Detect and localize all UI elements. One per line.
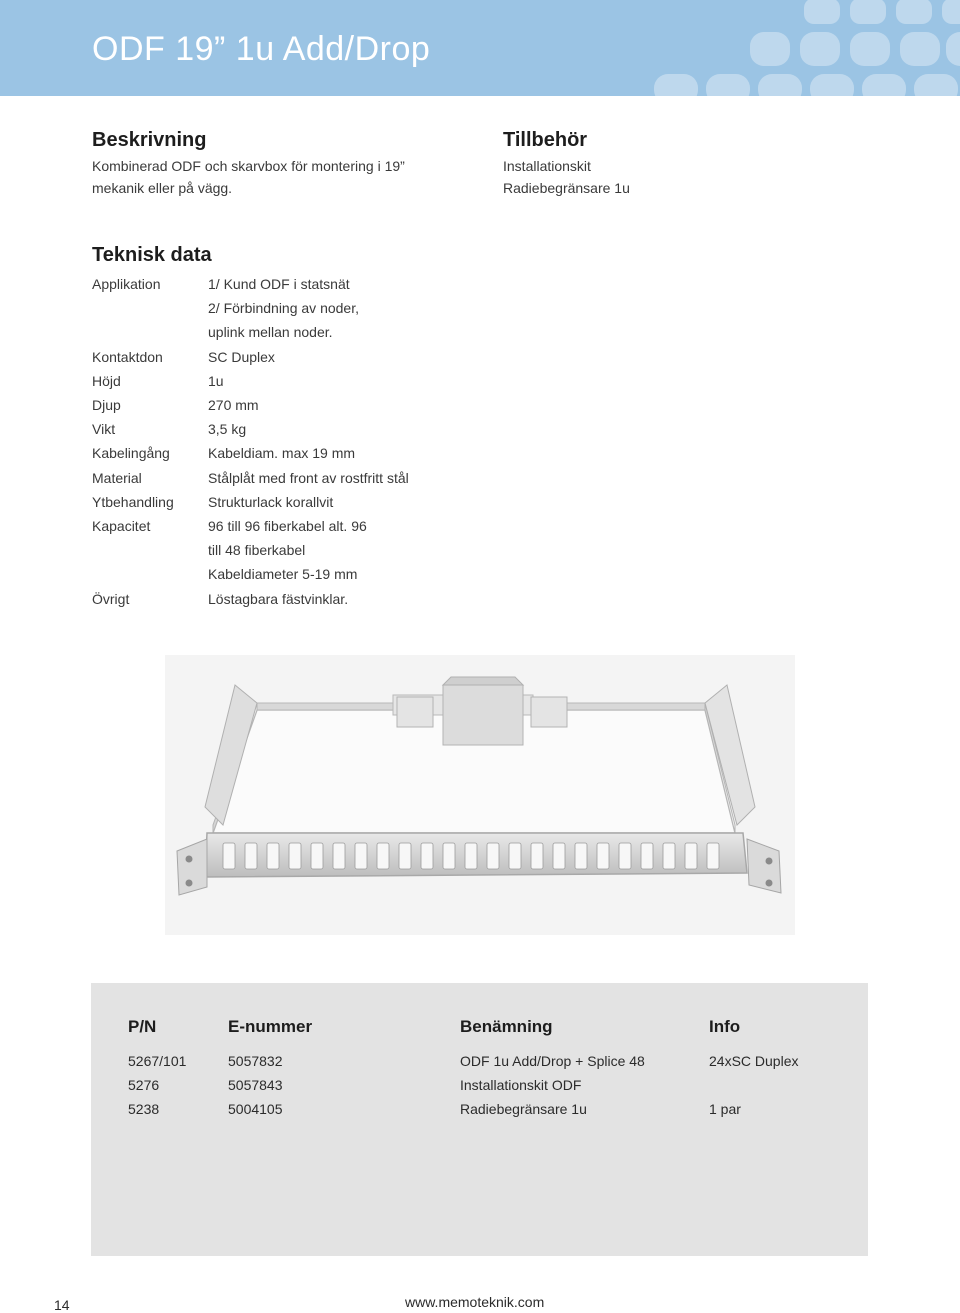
page-title: ODF 19” 1u Add/Drop	[92, 30, 431, 68]
spec-row	[92, 393, 409, 417]
spec-value: 270 mm	[208, 397, 259, 414]
table-cell: 5238	[128, 1101, 160, 1117]
spec-row	[92, 514, 409, 587]
spec-label: Ytbehandling	[92, 493, 174, 510]
spec-label: Kabelingång	[92, 445, 170, 462]
spec-row	[92, 466, 409, 490]
page-number: 14	[54, 1297, 70, 1313]
spec-label: Applikation	[92, 276, 161, 292]
spec-row	[92, 272, 409, 345]
spec-label: Kapacitet	[92, 518, 151, 535]
odf-tray-illustration	[165, 655, 795, 935]
spec-label: Övrigt	[92, 590, 130, 607]
column-header-pn: P/N	[128, 1017, 157, 1036]
spec-value: SC Duplex	[208, 348, 275, 365]
beskrivning-line: Kombinerad ODF och skarvbox för montering i 19”	[92, 158, 405, 174]
spec-label: Material	[92, 469, 142, 486]
spec-label: Höjd	[92, 372, 121, 389]
table-cell: Installationskit ODF	[460, 1077, 582, 1093]
table-cell: ODF 1u Add/Drop + Splice 48	[460, 1053, 645, 1069]
website-link[interactable]: www.memoteknik.com	[405, 1294, 545, 1310]
table-cell: 5276	[128, 1077, 160, 1093]
spec-row	[92, 441, 409, 465]
spec-value: 1/ Kund ODF i statsnät 2/ Förbindning av noder, uplink mellan noder.	[208, 276, 359, 341]
beskrivning-line: mekanik eller på vägg.	[92, 180, 233, 196]
column-header-enummer: E-nummer	[228, 1017, 313, 1036]
column-header-benamning: Benämning	[460, 1017, 553, 1036]
teknisk-heading: Teknisk data	[92, 244, 212, 266]
table-cell: 1 par	[709, 1101, 741, 1117]
spec-row	[92, 490, 409, 514]
decorative-pattern	[650, 0, 960, 96]
spec-value: Kabeldiam. max 19 mm	[208, 445, 356, 462]
tillbehor-item: Installationskit	[503, 158, 591, 174]
table-cell: Radiebegränsare 1u	[460, 1101, 587, 1117]
spec-value: Stålplåt med front av rostfritt stål	[208, 469, 409, 486]
spec-value: Löstagbara fästvinklar.	[208, 590, 349, 607]
column-header-info: Info	[709, 1017, 741, 1036]
spec-row	[92, 345, 409, 369]
spec-value: 1u	[208, 372, 224, 389]
beskrivning-heading: Beskrivning	[92, 129, 207, 151]
spec-value: Strukturlack korallvit	[208, 493, 334, 510]
spec-row	[92, 587, 409, 611]
spec-label: Djup	[92, 397, 121, 414]
spec-row	[92, 417, 409, 441]
table-cell: 5057843	[228, 1077, 283, 1093]
spec-list	[92, 272, 409, 611]
tillbehor-heading: Tillbehör	[503, 129, 588, 151]
tillbehor-item: Radiebegränsare 1u	[503, 180, 630, 196]
spec-value: 3,5 kg	[208, 421, 247, 438]
spec-label: Vikt	[92, 421, 116, 438]
spec-label: Kontaktdon	[92, 348, 163, 365]
parts-table	[91, 983, 868, 1256]
header-banner	[0, 0, 960, 96]
table-cell: 5267/101	[128, 1053, 187, 1069]
table-cell: 24xSC Duplex	[709, 1053, 799, 1069]
spec-value: 96 till 96 fiberkabel alt. 96 till 48 fiberkabel Kabeldiameter 5-19 mm	[208, 518, 367, 583]
product-image	[165, 655, 795, 935]
table-cell: 5057832	[228, 1053, 283, 1069]
table-cell: 5004105	[228, 1101, 283, 1117]
spec-row	[92, 369, 409, 393]
